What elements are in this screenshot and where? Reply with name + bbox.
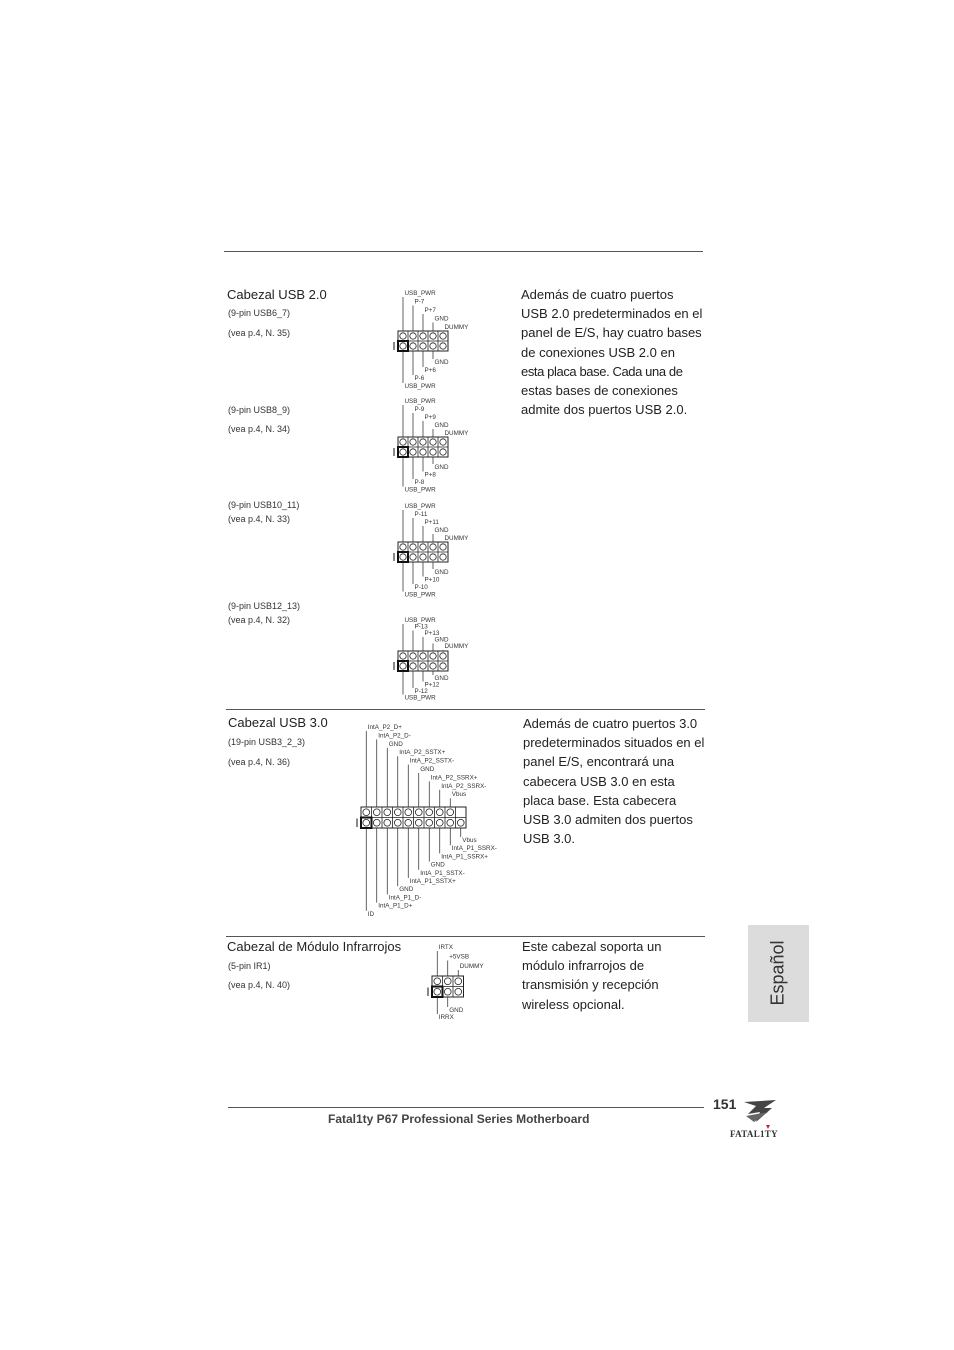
- usb2-pin-bottom-label: GND: [434, 569, 449, 576]
- usb2-pin-top-label: P+9: [424, 414, 436, 421]
- header-pin: [420, 343, 426, 349]
- usb3-description: [523, 714, 723, 848]
- usb2-pin-top-label: USB_PWR: [404, 398, 436, 405]
- header-pin: [440, 653, 446, 659]
- usb3-pin-bottom-label: GND: [430, 861, 445, 869]
- usb2-pin-top-label: P-9: [414, 406, 425, 413]
- usb2-pin-top-label: GND: [434, 527, 449, 534]
- usb2-description-line: panel de E/S, hay cuatro bases: [521, 325, 702, 341]
- footer-rule: [228, 1107, 704, 1108]
- header-pin: [400, 554, 406, 560]
- usb3-pin-bottom-label: GND: [399, 886, 414, 894]
- usb2-pin-bottom-label: P+8: [424, 471, 436, 479]
- header-pin: [415, 819, 422, 826]
- header-pin: [384, 819, 391, 826]
- header-pin: [400, 544, 406, 550]
- header-pin: [430, 439, 436, 445]
- header-pin: [436, 809, 443, 816]
- usb2-pin-top-label: P-7: [414, 298, 425, 306]
- usb3-pin-bottom-label: IntA_P1_SSTX-: [420, 869, 465, 877]
- usb3-description-line: panel E/S, encontrará una: [523, 754, 675, 770]
- page-number: 151: [713, 1096, 737, 1112]
- usb2-pin-top-label: P+7: [424, 307, 436, 314]
- usb2-header1-pins: (9-pin USB6_7): [228, 308, 291, 318]
- usb2-header2-pins: (9-pin USB8_9): [228, 405, 291, 415]
- usb2-header4-pins: (9-pin USB12_13): [228, 601, 301, 611]
- ir-description-line: módulo infrarrojos de: [522, 958, 645, 974]
- usb3-description-line: cabecera USB 3.0 en esta: [523, 773, 675, 789]
- usb2-pin-top-label: P+11: [424, 519, 439, 526]
- header-pin: [430, 544, 436, 550]
- usb2-pin-top-label: GND: [434, 636, 449, 644]
- usb2-header4-ref: (vea p.4, N. 32): [228, 615, 291, 625]
- header-pin: [420, 663, 426, 669]
- header-pin: [410, 544, 416, 550]
- usb2-header2-ref: (vea p.4, N. 34): [228, 424, 291, 434]
- header-pin: [405, 819, 412, 826]
- usb2-description-line: de conexiones USB 2.0 en: [521, 344, 675, 360]
- ir-pin-top-label: DUMMY: [459, 963, 484, 970]
- usb3-description-line: placa base. Esta cabecera: [523, 792, 677, 808]
- usb3-description-line: USB 3.0.: [523, 831, 576, 847]
- usb2-pin-top-label: DUMMY: [444, 430, 469, 437]
- ir-pin-bottom-label: IRRX: [438, 1014, 454, 1021]
- usb2-pin-bottom-label: P-6: [414, 375, 425, 382]
- usb2-pin-top-label: DUMMY: [444, 324, 469, 331]
- usb2-pin-bottom-label: USB_PWR: [404, 694, 436, 702]
- usb2-pin-bottom-label: P+12: [424, 681, 440, 689]
- usb3-pin-top-label: IntA_P2_D+: [367, 724, 402, 731]
- usb2-pin-bottom-label: P-8: [414, 479, 425, 486]
- header-pin: [384, 809, 391, 816]
- usb2-pin-bottom-label: GND: [434, 675, 449, 682]
- usb3-pin-bottom-label: IntA_P1_SSRX-: [451, 845, 497, 853]
- usb2-pin-top-label: USB_PWR: [404, 617, 436, 624]
- usb2-pin-bottom-label: P-10: [414, 584, 428, 591]
- header-pin: [426, 819, 433, 826]
- header-pin: [440, 333, 446, 339]
- header-pin: [447, 809, 454, 816]
- ir-description-line: transmisión y recepción: [522, 977, 659, 993]
- usb2-pin-bottom-label: USB_PWR: [404, 486, 436, 494]
- header-pin: [400, 663, 406, 669]
- usb3-pin-top-label: IntA_P2_D-: [378, 732, 411, 740]
- header-pin: [457, 819, 464, 826]
- header-pin: [440, 554, 446, 560]
- usb2-header3-ref: (vea p.4, N. 33): [228, 514, 291, 524]
- usb3-pins: (19-pin USB3_2_3): [228, 737, 306, 747]
- usb2-pin-bottom-label: GND: [434, 464, 449, 471]
- usb2-header1-diagram: [392, 288, 492, 392]
- ir-pin-top-label: IRTX: [438, 944, 453, 951]
- header-pin: [420, 554, 426, 560]
- usb3-pin-top-label: GND: [420, 766, 435, 773]
- header-pin: [436, 819, 443, 826]
- usb2-pin-bottom-label: GND: [434, 359, 449, 366]
- ir-header-diagram: [424, 942, 494, 1022]
- header-pin: [430, 449, 436, 455]
- header-pin: [444, 978, 451, 985]
- language-tab-label: Español: [767, 940, 788, 1006]
- header-pin: [455, 988, 462, 995]
- header-pin: [373, 819, 380, 826]
- usb2-pin-top-label: GND: [434, 315, 449, 323]
- usb3-header-diagram: [356, 720, 496, 920]
- language-tab: [748, 925, 809, 1022]
- header-pin: [410, 554, 416, 560]
- header-pin: [410, 439, 416, 445]
- header-pin: [440, 439, 446, 445]
- usb2-pin-bottom-label: P+10: [424, 576, 440, 584]
- footer-title: Fatal1ty P67 Professional Series Motherboard: [328, 1112, 590, 1126]
- ir-pin-bottom-label: GND: [449, 1007, 464, 1014]
- header-pin: [420, 439, 426, 445]
- usb2-description-line: estas bases de conexiones: [521, 383, 678, 399]
- usb3-pin-top-label: IntA_P2_SSRX+: [430, 774, 478, 782]
- usb2-header4-diagram: [392, 615, 492, 701]
- usb2-description-line: esta placa base. Cada una de: [521, 363, 683, 379]
- usb2-pin-top-label: USB_PWR: [404, 503, 436, 510]
- usb3-description-line: USB 3.0 admiten dos puertos: [523, 812, 693, 828]
- usb3-description-line: predeterminados situados en el: [523, 735, 705, 751]
- header-pin: [440, 449, 446, 455]
- usb2-pin-bottom-label: P+6: [424, 367, 436, 374]
- usb2-pin-bottom-label: USB_PWR: [404, 591, 436, 599]
- header-pin: [420, 653, 426, 659]
- header-pin: [440, 343, 446, 349]
- usb2-pin-top-label: P-13: [414, 623, 428, 631]
- usb2-pin-top-label: DUMMY: [444, 643, 469, 650]
- usb3-pin-bottom-label: IntA_P1_D+: [378, 902, 413, 910]
- brand-logo-text: FATAL1TY: [730, 1129, 778, 1139]
- usb3-pin-bottom-label: ID: [367, 910, 375, 918]
- header-pin: [444, 988, 451, 995]
- header-pin: [410, 663, 416, 669]
- ir-description-line: Este cabezal soporta un: [522, 939, 662, 954]
- usb2-pin-top-label: P-11: [414, 511, 428, 518]
- usb3-pin-bottom-label: IntA_P1_D-: [388, 894, 422, 902]
- header-pin: [400, 439, 406, 445]
- header-pin: [415, 809, 422, 816]
- usb3-pin-top-label: IntA_P2_SSRX-: [441, 782, 487, 790]
- header-pin: [400, 449, 406, 455]
- header-pin: [447, 819, 454, 826]
- brand-logo: [726, 1098, 786, 1144]
- usb3-description-line: Además de cuatro puertos 3.0: [523, 716, 698, 731]
- usb3-rule: [226, 709, 705, 710]
- usb2-pin-top-label: P+13: [424, 630, 440, 637]
- usb2-pin-top-label: DUMMY: [444, 535, 469, 542]
- header-pin: [430, 333, 436, 339]
- header-pin: [440, 663, 446, 669]
- header-pin: [440, 544, 446, 550]
- usb2-description-line: admite dos puertos USB 2.0.: [521, 402, 688, 418]
- header-pin: [420, 333, 426, 339]
- header-pin: [420, 449, 426, 455]
- header-pin: [420, 544, 426, 550]
- header-pin: [363, 809, 370, 816]
- header-pin: [394, 819, 401, 826]
- ir-description: [522, 937, 722, 1014]
- usb3-pin-top-label: IntA_P2_SSTX-: [409, 757, 455, 765]
- header-pin: [430, 663, 436, 669]
- usb2-pin-top-label: USB_PWR: [404, 290, 436, 297]
- header-pin: [400, 333, 406, 339]
- header-pin: [455, 978, 462, 985]
- usb3-pin-top-label: Vbus: [451, 791, 467, 799]
- ir-pins: (5-pin IR1): [228, 961, 271, 971]
- usb2-description: [521, 285, 721, 419]
- header-pin: [410, 449, 416, 455]
- usb3-ref: (vea p.4, N. 36): [228, 757, 291, 767]
- header-pin: [405, 809, 412, 816]
- header-pin: [430, 343, 436, 349]
- usb2-title: Cabezal USB 2.0: [227, 287, 327, 302]
- header-pin: [410, 653, 416, 659]
- usb2-header3-diagram: [392, 501, 492, 599]
- usb2-pin-top-label: GND: [434, 422, 449, 429]
- usb2-pin-bottom-label: USB_PWR: [404, 383, 436, 390]
- usb3-pin-bottom-label: IntA_P1_SSRX+: [441, 853, 488, 861]
- usb3-pin-bottom-label: Vbus: [462, 837, 477, 844]
- header-pin: [400, 343, 406, 349]
- header-pin: [373, 809, 380, 816]
- header-pin: [400, 653, 406, 659]
- header-pin: [363, 819, 370, 826]
- header-pin: [410, 333, 416, 339]
- ir-description-line: wireless opcional.: [522, 996, 625, 1012]
- header-pin: [426, 809, 433, 816]
- top-rule: [224, 251, 703, 252]
- header-pin: [434, 988, 441, 995]
- usb3-pin-top-label: IntA_P2_SSTX+: [399, 749, 446, 757]
- ir-ref: (vea p.4, N. 40): [228, 980, 291, 990]
- usb3-pin-top-label: GND: [388, 740, 403, 748]
- usb2-description-line: Además de cuatro puertos: [521, 287, 674, 302]
- usb2-header1-ref: (vea p.4, N. 35): [228, 328, 291, 338]
- usb2-header2-diagram: [392, 396, 492, 494]
- ir-pin-top-label: +5VSB: [449, 953, 470, 961]
- ir-title: Cabezal de Módulo Infrarrojos: [227, 939, 402, 954]
- usb3-pin-bottom-label: IntA_P1_SSTX+: [409, 878, 456, 885]
- header-pin: [410, 343, 416, 349]
- header-pin: [434, 978, 441, 985]
- usb3-title: Cabezal USB 3.0: [228, 715, 328, 730]
- header-pin: [430, 554, 436, 560]
- header-pin: [430, 653, 436, 659]
- usb2-header3-pins: (9-pin USB10_11): [228, 500, 300, 510]
- header-pin: [394, 809, 401, 816]
- usb2-pin-bottom-label: P-12: [414, 688, 428, 695]
- usb2-description-line: USB 2.0 predeterminados en el: [521, 306, 703, 322]
